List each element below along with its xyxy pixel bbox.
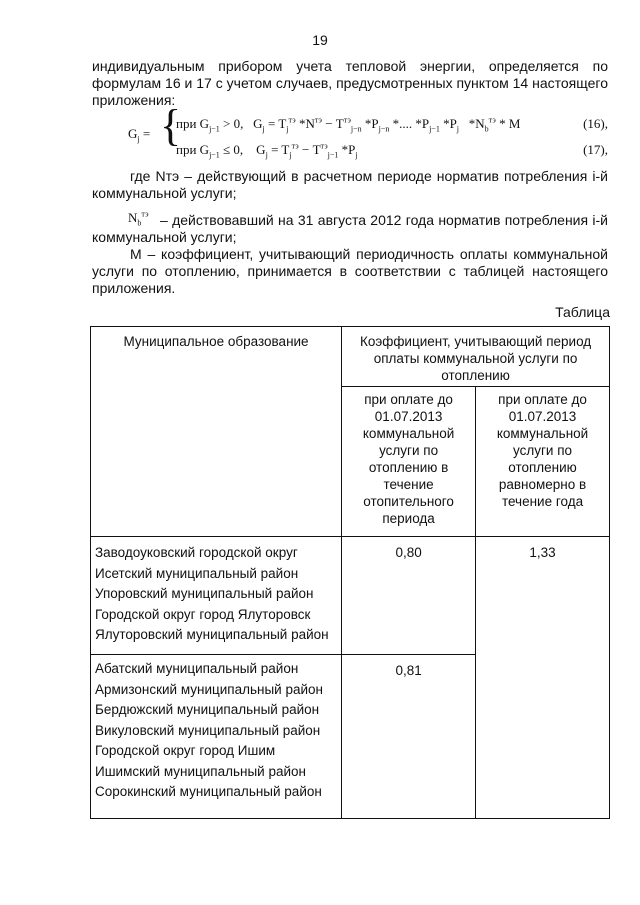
value-year-round-shared: 1,33 [476,537,610,819]
intro-paragraph: индивидуальным прибором учета тепловой энергии, определяется по формулам 16 и 17 с учетом случаев, предусмотренных пунктом 14 настоящего приложения: [92,58,608,108]
municipality-item: Городской округ город Ишим [95,743,276,758]
symbol-n-b-te: $N_b^{тэ}$ [128,209,149,228]
definition-n-te: где Nтэ – действующий в расчетном периоде норматив потребления i-й коммунальной услуги; [92,168,608,201]
municipality-group-2 [91,655,342,819]
municipality-item: Ишимский муниципальный район [95,763,306,779]
formula-number-16: (16), [583,116,608,131]
municipality-item: Городской округ город Ялуторовск [95,606,311,622]
formula-number-17: (17), [583,142,608,157]
definition-n-b: – действовавший на 31 августа 2012 года норматив потребления i-й коммунальной услуги; [92,212,608,245]
municipality-item: Упоровский муниципальный район [95,586,314,601]
header-heating-period: при оплате до 01.07.2013 коммунальной услуги по отоплению в течение отопительного периода [342,387,476,537]
formula-lhs: $G_j$ = [128,126,151,144]
formula-brace: { [160,101,182,150]
page-number: 19 [312,32,328,48]
coefficient-table [90,326,610,819]
value-group-1: 0,80 [342,537,476,655]
formula-line-16: при $G_{j-1} > 0$, $G_j = T_j^{тэ}$ $*N^{тэ} - T^{тэ}_{j-n}$ $*P_{j-n}$ *.... $*P_{j-1}$ $*P_j$ $*N_b^{тэ}$ * M [176,115,521,134]
formula-line-17: при $G_{j-1} \le 0$, $G_j = T_j^{тэ} - T^{тэ}_{j-1}$ $*P_j$ [176,141,358,160]
municipality-item: Ялуторовский муниципальный район [95,627,329,642]
header-year-round: при оплате до 01.07.2013 коммунальной услуги по отоплению равномерно в течение года [476,387,610,537]
municipality-group-1 [91,537,342,655]
municipality-item: Заводоуковский городской округ [95,545,298,560]
definition-m: М – коэффициент, учитывающий периодичность оплаты коммунальной услуги по отоплению, принимается в соответствии с таблицей настоящего приложения. [92,246,608,296]
municipality-item: Исетский муниципальный район [95,565,299,581]
table-caption: Таблица [555,304,610,320]
municipality-item: Викуловский муниципальный район [95,722,321,738]
header-coefficient: Коэффициент, учитывающий период оплаты коммунальной услуги по отоплению [342,327,610,387]
municipality-item: Абатский муниципальный район [95,661,299,676]
value-group-2: 0,81 [342,655,476,819]
municipality-item: Бердюжский муниципальный район [95,702,320,717]
header-municipality: Муниципальное образование [91,327,342,537]
municipality-item: Сорокинский муниципальный район [95,784,322,799]
municipality-item: Армизонский муниципальный район [95,681,323,697]
